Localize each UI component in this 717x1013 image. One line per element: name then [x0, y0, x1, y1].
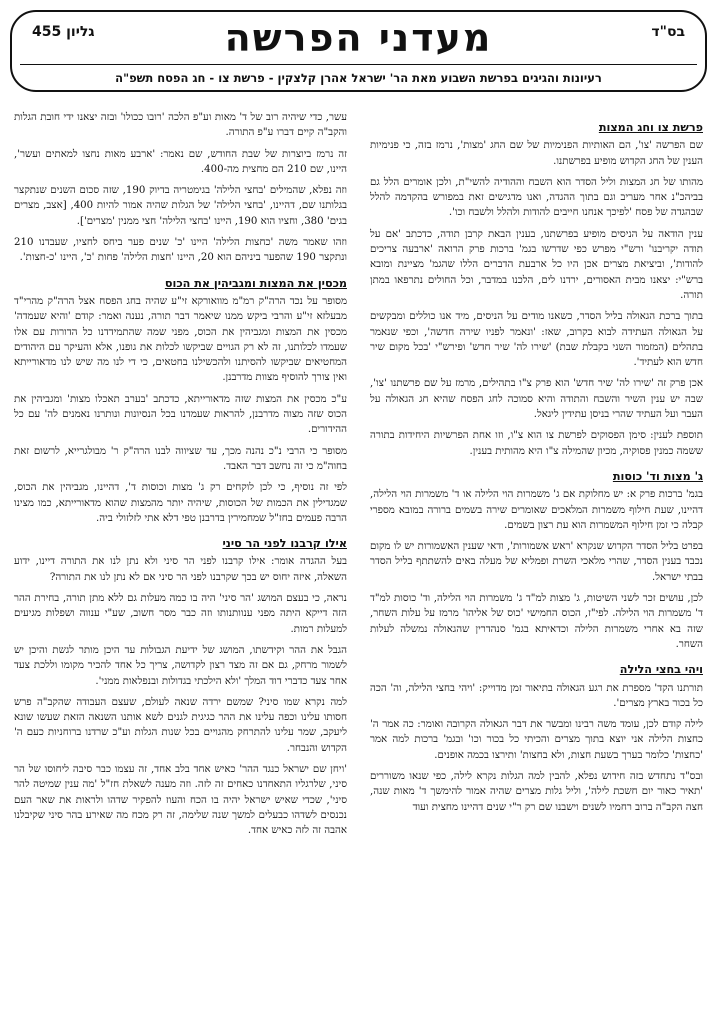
- section-heading: ג' מצות וד' כוסות: [612, 469, 703, 483]
- article-paragraph: לכן, עושים זכר לשני השיטות, ג' מצות למ"ד ג' משמרות הוי הלילה, וד' כוסות למ"ד ד' משמרות הוי הלילה. לפי"ז, הכוס החמישי 'כוס של אליהו' מרמז על עלות השחר, שזה בא אחרי משמרות הלילה וכדאיתא בגמ' סנהדרין שהגאולה נמשלה לעלות השחר.: [370, 593, 703, 650]
- article-paragraph: אכן פרק זה 'שירו לה' שיר חדש' הוא פרק צ"ו בתהילים, מרמז על שם פרשתנו 'צו', שבה יש ענין השיר והשבח והתודה והיא סמוכה לחג הפסח שהיא חג הגאולה על העבר ועל העתיד שהרי בניסן עתידין ליגאל.: [370, 378, 703, 421]
- article-paragraph: 'ויחן שם ישראל כנגד ההר' כאיש אחד בלב אחד, זה עצמו כבר סיבה ליחוסו של הר סיני, שלרגליו התאחדנו כאחים זה לזה. וזה מענה לשאלת חז"ל 'מה ענין שמיטה להר סיני', שכדי שאיש ישראל יהיה בו הכח והעוז להפקיר שדהו ולראות את שאר העם נכנסים לשדהו כבעלים למשך שנה שלימה, זה רק מכח מה שאירע בהר סיני שקיבלנו אהבה זה לזה כאיש אחד.: [14, 763, 347, 837]
- article-paragraph: שם הפרשה 'צו', הם האותיות הפנימיות של שם החג 'מצות', נרמז בזה, כי פנימיות הענין של החג הקדוש מופיע בפרשתנו.: [370, 140, 703, 167]
- section-heading: ויהי בחצי הלילה: [619, 663, 703, 677]
- article-paragraph: וזהו שאמר משה 'כחצות הלילה' היינו 'כ' שנים פער ביחס לחציו, שעבדנו 210 ונתקצר 190 שהפער ביניהם הוא 20, היינו 'חצות הלילה' פחות 'כ', היינו 'כ-חצות'.: [14, 237, 347, 264]
- article-paragraph: מהותו של חג המצות וליל הסדר הוא השבח וההודיה להשי"ת, ולכן אומרים הלל גם בביהכ"נ אחר מעריב וגם בתוך ההגדה, ואנו מדגישים זאת במפורש בהקדמה להלל שבהגדה של פסח 'לפיכך אנחנו חייבים להודות ולהלל ולשבח וכו'.: [370, 176, 703, 219]
- article-paragraph: עשר, כדי שיהיה רוב של ד' מאות וע"פ הלכה 'רובו ככולו' ובזה יצאנו ידי חובת הגלות והקב"ה קיים דברו ע"פ התורה.: [14, 112, 347, 139]
- article-paragraph: לפי זה נוסיף, כי לכן לוקחים רק ג' מצות וכוסות ד', דהיינו, מגביהין את הכוס, שמגדילין את הכמות של הכוסות, שיהיה יותר מהמצות שהוא מדאורייתא, כמו מצינו הרבה פעמים בחז"ל שמחמירין בדרבנן טפי דלא אתי לזלזולי ביה.: [14, 482, 347, 524]
- article-paragraph: ע"כ מכסין את המצות שזה מדאורייתא, כדכתב 'בערב תאכלו מצות' ומגביהין את הכוס שזה מצוה מדרבנן, להראות שעמדנו בכל הנסיונות ונותרנו נאמנים לה' עם כל ההידורים.: [14, 393, 347, 436]
- newsletter-title: מעדני הפרשה: [224, 16, 493, 60]
- article-paragraph: ובס"ד נתחדש בזה חידוש נפלא, להבין למה הגלות נקרא לילה, כפי שנאו משוררים 'תאיר כאור יום חשכת לילה', וליל גלות מצרים שהיה אמור להימשך ד' מאות שנה, חצה הקב"ה ברוב רחמיו לשנים וישבנו שם רק ר"י שנים דהיינו מחצית ועוד: [370, 770, 703, 813]
- article-paragraph: לילה קודם לכן, עומד משה רבינו ומבשר את דבר הגאולה הקרובה ואומר: כה אמר ה' כחצות הלילה אני יוצא בתוך מצרים והכיתי כל בכור וכו' ובגמ' ברכות למה אמר 'כחצות' כלומר בערך בשעת חצות, ולא בחצות' ותירצו בכמה אופנים.: [370, 719, 703, 761]
- section-heading: אילו קרבנו לפני הר סיני: [222, 537, 347, 551]
- article-paragraph: בעל ההגדה אומר: אילו קרבנו לפני הר סיני ולא נתן לנו את התורה דיינו, ידוע השאלה, איזה יחוס יש בכך שקרבנו לפני הר סיני אם לא נתן לנו את התורה?: [14, 556, 347, 583]
- right-column: [370, 110, 703, 1008]
- article-columns: [14, 110, 703, 1008]
- article-paragraph: מסופר כי הרבי נ"כ נהנה מכך, עד שציווה לבנו הרה"ק ר' מבולגרייא, לרשום זאת בחוה"מ כי זה נחשב דבר האבד.: [14, 445, 347, 472]
- article-paragraph: למה נקרא שמו סיני? שמשם ירדה שנאה לעולם, שעצם העבודה שהקב"ה פרש חסותו עלינו וכפה עלינו את ההר כגיגית לגנים לשא אותנו השנאה הזאת שעשו שונא ליעקב, שמר עלינו להתרחק מהגויים בכל שנות הגלות וע"כ שרדנו ברוחניות כעם ה' הקדוש והנבחר.: [14, 696, 347, 754]
- article-paragraph: זה נרמז ביוצרות של שבת החודש, שם נאמר: 'ארבע מאות נחצו למאתים ועשר', היינו, שם 210 הם מחצית מה-400.: [14, 148, 347, 175]
- newsletter-subtitle: רעיונות והגיגים בפרשת השבוע מאת הר' ישראל אהרן קלצקין - פרשת צו - חג הפסח תשפ"ה: [20, 64, 697, 85]
- article-paragraph: מסופר על נכד הרה"ק רמ"מ מוואורקא זי"ע שהיה בחג הפסח אצל הרה"ק מהרי"ד מבעלזא זי"ע והרבי ביקש ממנו שיאמר דבר תורה, נענה ואמר: קודם 'והיא שעמדה' מכסין את המצות ומגביהין את הכוס, מפני שמה שהתמידדנו כל הדורות עם אלו שעמדו לכלותנו, זה לא רק הגויים שביקשו לכלות את גופנו, אלא והעיקר עם היהודים המחטיאים שביקשו להסיתנו ולהכשילנו בחטאים, כי די לנו מה שיש לנו מדאורייתא ואין צורך להוסיף מצוות מדרבנן.: [14, 295, 347, 384]
- section-heading: פרשת צו וחג המצות: [598, 121, 703, 134]
- article-paragraph: ענין הודאה על הניסים מופיע בפרשתנו, בענין הבאת קרבן תודה, כדכתב 'אם על תודה יקריבנו' ורש"י מפרש כפי שדרשו בגמ' ברכות פרק הרואה 'ארבעה צריכים להודות', וביציאת מצרים אכן היו כל ארבעת הדברים הללו שהגמ' מציינת ומובא ברש"י: יצאנו מבית האסורים, ירדנו לים, הלכנו במדבר, וכל החולים נתרפאו במתן תורה.: [370, 228, 703, 301]
- article-paragraph: וזה נפלא, שהמילים 'בחצי הלילה' בגימטריה בדיוק 190, שזה סכום השנים שנתקצר בגלותנו שם, דהיינו, 'בחצי הלילה' של הגלות שהיה אמור להיות 400, [אצב, מצרים בגים' 380, וחציו הוא 190, היינו 'בחצי הלילה' חצי ממנין 'מצרים'].: [14, 185, 347, 227]
- article-paragraph: הגבל את ההר וקידשתו, המושג של ידיעת הגבולות עד היכן מותר לגשת והיכן יש לשמור מרחק, גם אם זה מצד רצון לקדושה, צריך כל אחד להכיר מקומו וללכת צעד אחר צעד כדברי דוד המלך 'ולא הילכתי בגדולות ובנפלאות ממני'.: [14, 644, 347, 687]
- article-paragraph: בפרט בליל הסדר הקדוש שנקרא 'ראש אשמורות', ודאי שענין האשמורות יש לו מקום נכבד בענין הסדר, שהרי מלאכי השרת ופמליא של מעלה באים להשתתף בליל הסדר בבתי ישראל.: [370, 541, 703, 583]
- article-paragraph: בתוך ברכת הגאולה בליל הסדר, כשאנו מודים על הניסים, מיד אנו כוללים ומבקשים על הגאולה העתידה לבוא בקרוב, שאז: 'ונאמר לפניו שירה חדשה', וכפי שנאמר בתהלים (המזמור השני בקבלת שבת) 'שירו לה' שיר חדש' ופירש"י 'בכל מקום שיר חדש הוא לעתיד'.: [370, 311, 703, 369]
- article-paragraph: תוספת לענין: סימן הפסוקים לפרשת צו הוא צ"ו, וזו אחת הפרשיות היחידות בתורה ששמה כמנין פסוקיה, מכיון שהמילה צ"ו היא מהותית בענין.: [370, 430, 703, 457]
- masthead: [10, 10, 707, 92]
- article-paragraph: תורתנו הקד' מספרת את רגע הגאולה בתיאור זמן מדוייק: 'ויהי בחצי הלילה, וה' הכה כל בכור בארץ מצרים'.: [370, 682, 703, 709]
- article-paragraph: נראה, כי בעצם המושג 'הר סיני' היה בו כמה מעלות גם ללא מתן תורה, בחירת ההר הזה דייקא היתה מפני ענוותנותו וזה כבר מסר חשוב, שע"י ענווה ושפלות מגיעים למעלות רמות.: [14, 593, 347, 635]
- left-column: [14, 110, 347, 1008]
- article-paragraph: בגמ' ברכות פרק א: יש מחלוקת אם ג' משמרות הוי הלילה או ד' משמרות הוי הלילה, דהיינו, שעת חילוף משמרות המלאכים שאומרים שירה בשמים ברורה במובא מספרי קבלה כי זמן חילוף המשמרות הוא עת רצון בשמים.: [370, 489, 703, 531]
- section-heading: מכסין את המצות ומגביהין את הכוס: [164, 276, 347, 290]
- bsd-label: בס"ד: [651, 24, 685, 40]
- issue-number: גליון 455: [32, 24, 95, 40]
